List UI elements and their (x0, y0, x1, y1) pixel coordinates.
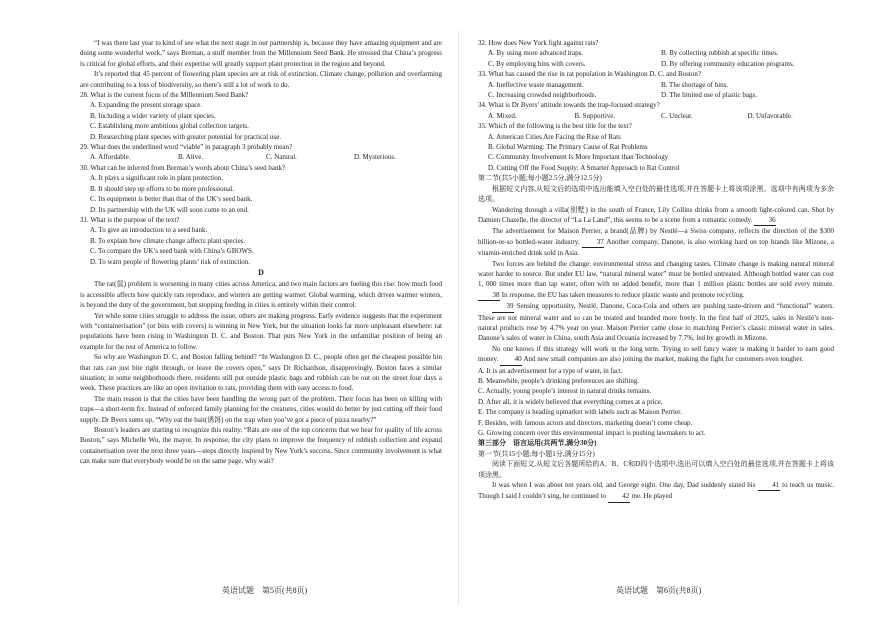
question-33-option: C. Increasing crowded neighborhoods. (488, 91, 597, 100)
answer-blank-42: 42 (608, 491, 630, 502)
cloze-text: It was when I was about ten years old, and George eight. One day, Dad suddenly stated his (492, 481, 756, 490)
cloze-paragraph (478, 301, 834, 344)
cloze-paragraph (478, 259, 834, 302)
part-3-instructions: 阅读下面短文,从短文后各题所给的A、B、C和D四个选项中,选出可以填入空白处的最佳选项,并在答题卡上将该项涂黑。 (478, 460, 834, 479)
question-29-option: B. Alive. (178, 153, 204, 162)
answer-blank-40: 40 (500, 354, 522, 365)
question-34-option: D. Unfavorable. (747, 111, 793, 120)
question-30-option: C. Its equipment is better than that of the UK’s seed bank. (90, 195, 253, 204)
question-35-option: D. Cutting Off the Food Supply: A Smarter Approach to Rat Control (488, 163, 680, 172)
question-28-option: B. Including a wider variety of plant species. (90, 111, 216, 120)
section-2-option: D. After all, it is widely believed that everything comes at a price. (478, 397, 663, 406)
cloze-text: And new small companies are also joining the market, making the fight for customers even tougher. (523, 355, 804, 364)
question-32-option: C. By employing bins with covers. (488, 59, 586, 68)
passage-d-paragraph: Yet while some cities struggle to address the issue, others are making progress. Early evidence suggests that the experiment with “containerisation” (or bins with covers) is winning in New York, but the situation looks far more unpleasant elsewhere: rat populations have been rising in Washington D. C. and Boston. That puts New York in the unfamiliar position of being an example for the rest of America to follow. (80, 311, 442, 351)
question-30-option: A. It plays a significant role in plant protection. (90, 174, 223, 183)
question-30-option: D. Its partnership with the UK will soon come to an end. (90, 205, 249, 214)
question-34-options (478, 111, 834, 121)
right-page-column (478, 38, 834, 503)
question-32-option: B. By collecting rubbish at specific times. (661, 49, 779, 58)
question-33-option: D. The limited use of plastic bags. (661, 91, 757, 100)
question-32-option: A. By using more advanced traps. (488, 49, 584, 58)
question-30-option: B. It should step up efforts to be more professional. (90, 184, 234, 193)
question-32-option: D. By offering community education programs. (661, 59, 795, 68)
question-33: 33. What has caused the rise in rat population in Washington D. C. and Boston? (478, 70, 701, 79)
question-29-option: D. Mysterious. (354, 153, 396, 162)
section-2-option: F. Besides, with famous actors and directors, marketing doesn’t come cheap. (478, 418, 693, 427)
question-28-option: C. Establishing more ambitious global collection targets. (90, 122, 249, 131)
section-2-option: G. Growing concern over this environmental impact is pushing lawmakers to act. (478, 429, 706, 438)
passage-d-paragraph: So why are Washington D. C. and Boston falling behind? “In Washington D. C., people often get the cheapest possible bin that rats can just bite right through, or leave the covers open,” says Dr Richardson, disapprovingly. Boston faces a similar situation; in some neighborhoods there, residents still put outside plastic bags and rubbish can be out on the street four days a week. These practices are like an open invitation to rats, providing them with easy access to food. (80, 353, 442, 393)
question-33-options (478, 90, 834, 100)
question-33-option: B. The shortage of bins. (661, 80, 729, 89)
passage-d-paragraph: The main reason is that the cities have been handling the wrong part of the problem. Their focus has been on killing with traps—a short-term fix. Instead of enforced family planning for the creatures, cities would do better by just cutting off their food supply. Dr Byers sums up, “Why eat the bait(诱饵) on the trap when you’ve got a piece of pizza nearby?” (80, 394, 442, 424)
question-31-option: C. To compare the UK’s seed bank with China’s GBOWS. (90, 247, 254, 256)
section-2-option: B. Meanwhile, people’s drinking preferences are shifting. (478, 377, 640, 385)
cloze-text: The advertisement for Maison Perrier, a brand(品牌) by Nestlé—a Swiss company, reflects the direction of the $300 billion-or-so bottled-water industry. (478, 227, 834, 246)
question-34: 34. What is Dr Byers’ attitude towards the trap-focused strategy? (478, 101, 660, 110)
question-29-options (80, 152, 442, 162)
section-2-heading: 第二节(共5小题;每小题2.5分,满分12.5分) (478, 174, 602, 183)
page-footer-left: 英语试题 第5页(共8页) (222, 586, 308, 595)
question-34-option: B. Supportive. (574, 111, 616, 120)
question-35: 35. Which of the following is the best title for the text? (478, 122, 632, 131)
cloze-paragraph (478, 226, 834, 258)
question-32-options (478, 48, 834, 58)
question-28-option: A. Expanding the present storage space. (90, 101, 203, 110)
cloze-text: In response, the EU has taken measures to reduce plastic waste and promote recycling. (501, 290, 745, 299)
section-2-option: C. Actually, young people’s interest in natural drinks remains. (478, 387, 652, 396)
answer-blank-38: 38 (478, 290, 500, 301)
question-34-option: A. Mixed. (488, 111, 517, 120)
question-35-option: B. Global Warming: The Primary Cause of Rat Problems (488, 143, 648, 152)
question-28-option: D. Researching plant species with greater potential for practical use. (90, 132, 282, 141)
question-29-option: C. Natural. (266, 153, 297, 162)
cloze-text: Wandering through a villa(别墅) in the south of France, Lily Collins drinks from a smooth light-colored can. Shot by Damien Chazelle, the director of “La La Land”, this seems to be a scene from a romantic comedy. (478, 205, 834, 224)
question-32-options (478, 59, 834, 69)
cloze-text: Sensing opportunity, Nestlé, Danone, Coca-Cola and others are pushing taste-driven and “functional” waters. These are not mineral water and so can be treated and branded more freely. In the first half of 2025, sales in Nestlé’s non-natural products rose by 4.7% year on year. Maison Perrier came close to matching Perrier’s classic mineral water in sales. Danone’s sales of water in China, south Asia and Oceania increased by 7.7%, led by growth in Mizone. (478, 302, 835, 343)
section-2-option: A. It is an advertisement for a type of water, in fact. (478, 366, 623, 375)
question-34-option: C. Unclear. (661, 111, 693, 120)
part-3-heading: 第三部分 语言运用(共两节,满分30分) (478, 439, 597, 448)
answer-blank-36: 36 (754, 215, 776, 226)
question-31-option: A. To give an introduction to a seed bank. (90, 226, 208, 235)
question-35-option: C. Community Involvement Is More Important than Technology (488, 153, 669, 162)
passage-d-heading: D (258, 267, 264, 277)
cloze-paragraph (478, 205, 834, 227)
page-footer-right: 英语试题 第6页(共8页) (616, 586, 702, 595)
cloze-text: to teach us music. Though I said I couldn’t sing, he continued to (478, 481, 835, 501)
cloze-text: No one knows if this strategy will work in the long term. Trying to sell fancy water is making it harder to earn good money. (478, 344, 834, 364)
question-32: 32. How does New York fight against rats? (478, 39, 599, 47)
section-2-instructions: 根据短文内容,从短文后的选项中选出能填入空白处的最佳选项,并在答题卡上将该项涂黑。选项中有两项为多余选项。 (478, 184, 834, 204)
passage-d-paragraph: The rat(鼠) problem is worsening in many cities across America, and two main factors are fueling this rise: how much food is accessible affects how quickly rats reproduce, and winters are getting warmer. Global warming, which drives warmer winters, is beyond the duty of the government, but stopping feeding in cities is entirely within their control. (80, 280, 442, 310)
passage-c-paragraph: It’s reported that 45 percent of flowering plant species are at risk of extinction. Climate change, pollution and overfarming are contributing to a loss of biodiversity, so there’s still a lot of work to do. (80, 70, 442, 89)
question-35-option: A. American Cities Are Facing the Rise of Rats (488, 132, 621, 141)
cloze-text: Two forces are behind the change: environmental stress and changing tastes. Climate change is making natural mineral water harder to source. But under EU law, “natural mineral water” must be bottled untreated. Although bottled water can cost 1, 000 times more than tap water, often with no added benefit, more than 1 million plastic bottles are sold every minute. (478, 259, 834, 289)
part-3-section-1-heading: 第一节(共15小题;每小题1分,满分15分) (478, 449, 595, 458)
answer-blank-39: 39 (492, 301, 514, 312)
question-31-option: D. To warn people of flowering plants’ risk of extinction. (90, 257, 251, 266)
question-31: 31. What is the purpose of the text? (80, 215, 180, 224)
cloze-text: Another company, Danone, is also working hard on top brands like Mizone, a vitamin-enriched drink sold in Asia. (478, 237, 835, 258)
question-29: 29. What does the underlined word “viable” in paragraph 3 probably mean? (80, 143, 293, 152)
question-31-option: B. To explain how climate change affects plant species. (90, 236, 246, 245)
cloze-paragraph (478, 480, 834, 503)
question-30: 30. What can be inferred from Breman’s words about China’s seed bank? (80, 163, 286, 172)
question-33-option: A. Ineffective waste management. (488, 80, 584, 89)
question-29-option: A. Affordable. (90, 153, 131, 162)
section-2-option: E. The company is heading upmarket with labels such as Maison Perrier. (478, 408, 682, 417)
answer-blank-37: 37 (582, 237, 604, 248)
question-28: 28. What is the current focus of the Millennium Seed Bank? (80, 91, 249, 100)
question-33-options (478, 80, 834, 90)
passage-c-paragraph: “I was there last year to kind of see what the next stage in our partnership is, because they have amazing equipment and are doing some wonderful work,” says Breman, a stuff member from the Millennium Seed Bank. He stressed that China’s progress is critical for global efforts, and their expertise will greatly support plant protection in the region and beyond. (80, 39, 442, 68)
cloze-text: me. He played (631, 492, 673, 501)
left-page-column (80, 38, 442, 467)
passage-d-paragraph: Boston’s leaders are starting to recognize this reality. “Rats are one of the top concerns that we hear for quality of life across Boston,” says Michelle Wu, the mayor. In response, the city plans to improve the frequency of rubbish collection and expand containerisation over the next three years—steps directly inspired by New York’s success. Since community involvement is what can make sure that everybody would be on the same page, why wait? (80, 426, 442, 466)
answer-blank-41: 41 (758, 480, 780, 491)
page-divider (458, 30, 459, 605)
cloze-paragraph (478, 344, 834, 366)
